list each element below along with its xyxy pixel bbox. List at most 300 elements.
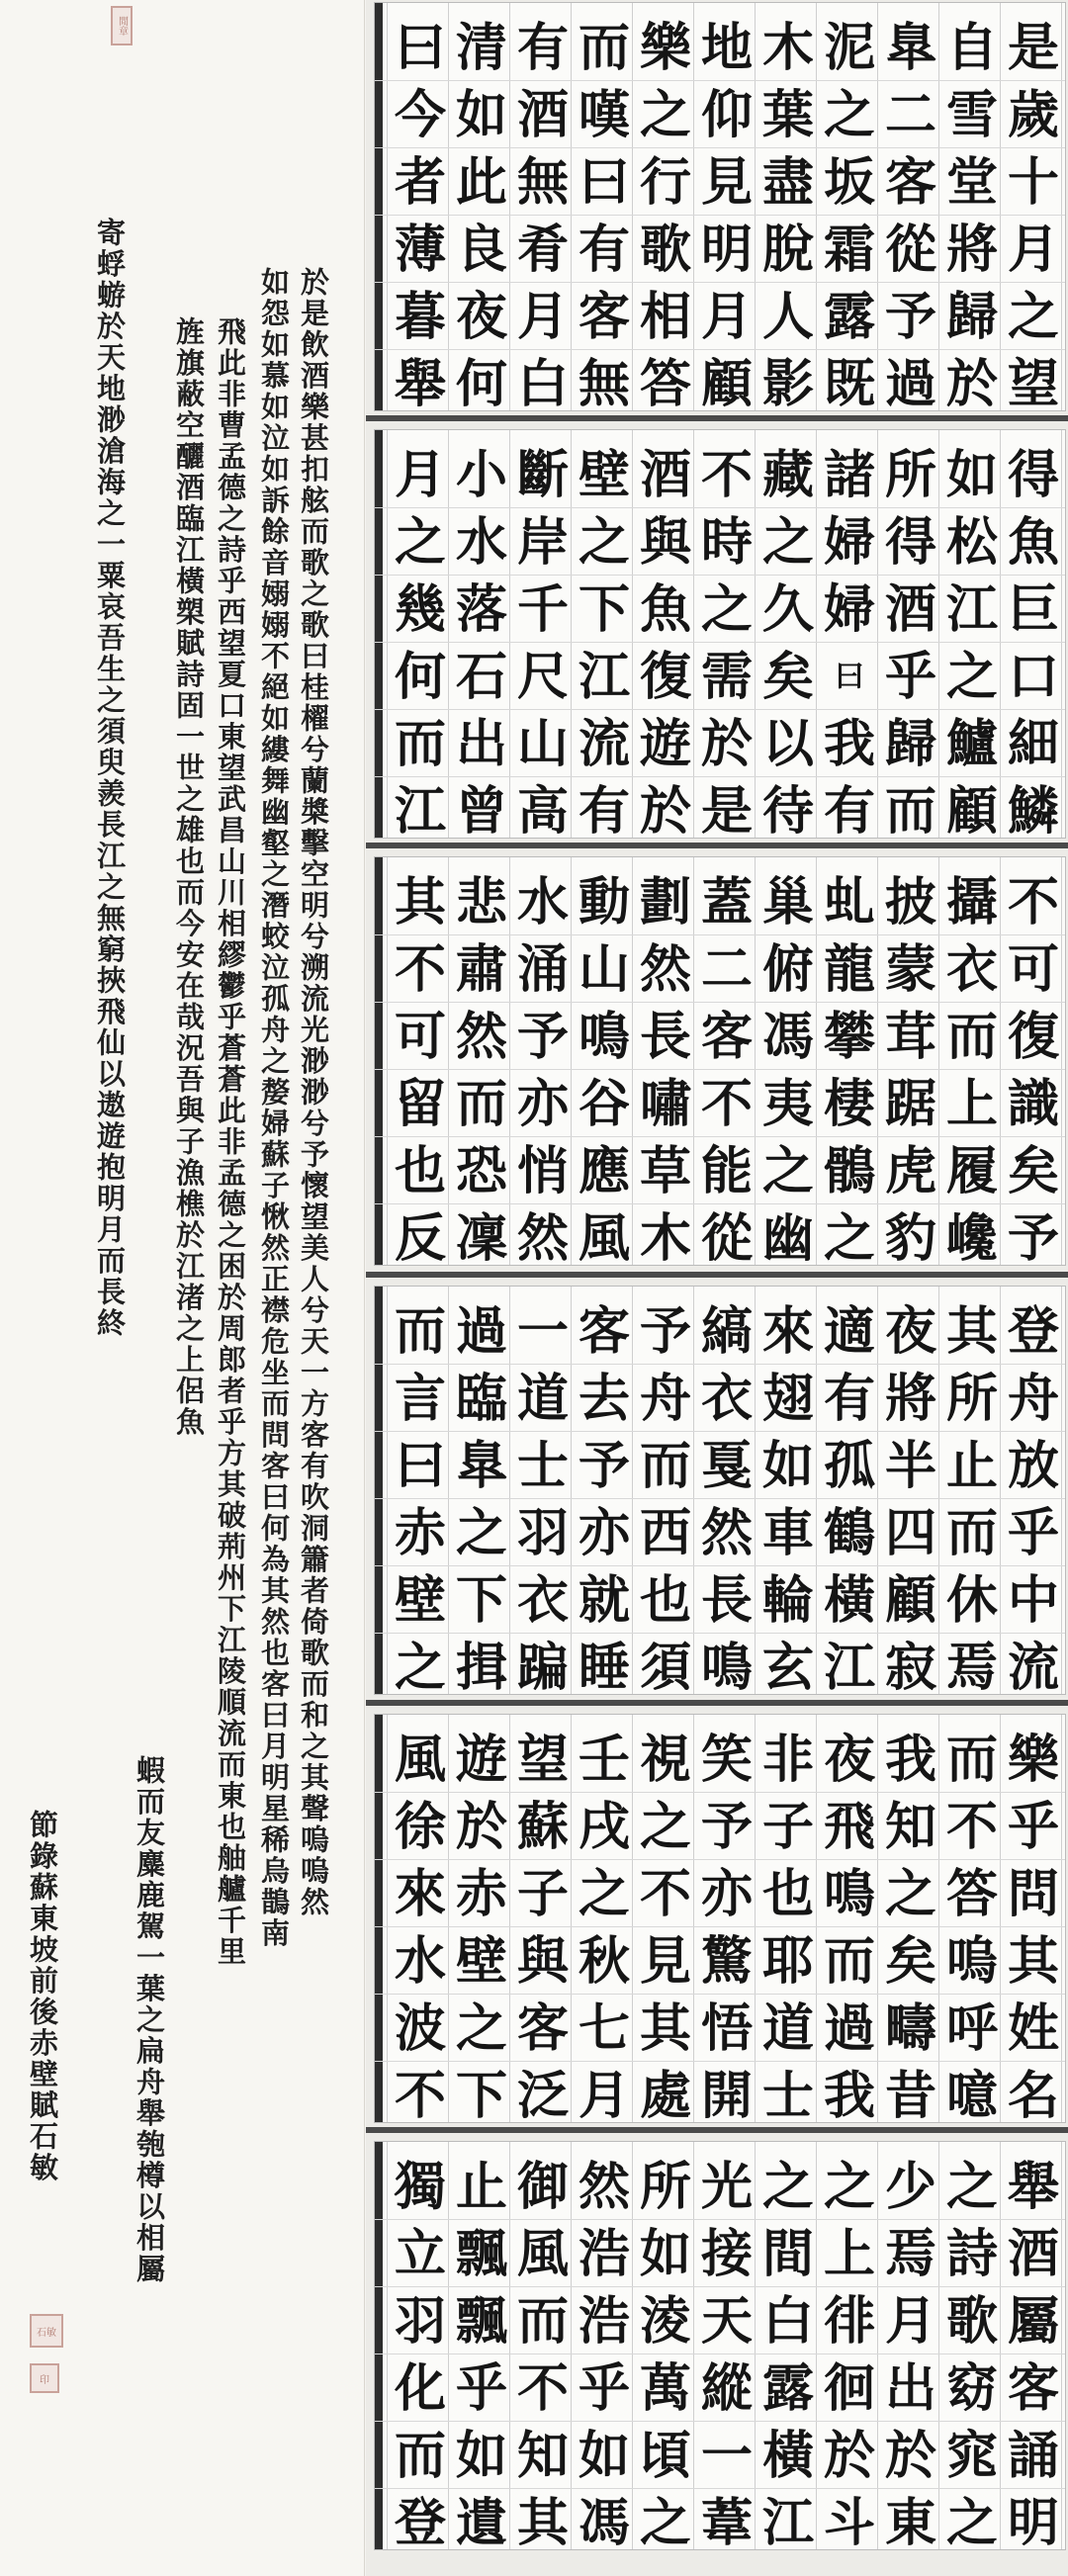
calligraphy-character: 落 xyxy=(455,579,507,640)
calligraphy-character: 其 xyxy=(639,1999,691,2059)
left-calligraphy-scroll xyxy=(0,0,365,2576)
calligraphy-character: 而 xyxy=(394,2426,446,2486)
calligraphy-character: 然 xyxy=(455,1007,507,1067)
calligraphy-character: 其 xyxy=(1007,1931,1059,1992)
calligraphy-character: 客 xyxy=(700,1007,753,1067)
calligraphy-character: 攀 xyxy=(823,1007,875,1067)
calligraphy-character: 二 xyxy=(700,939,753,1000)
calligraphy-character: 舟 xyxy=(639,1369,691,1429)
calligraphy-character: 魚 xyxy=(1007,512,1059,573)
calligraphy-character: 予 xyxy=(639,1301,691,1362)
calligraphy-character: 也 xyxy=(394,1141,446,1201)
calligraphy-character: 木 xyxy=(639,1208,691,1266)
calligraphy-character: 曰 xyxy=(394,18,446,78)
calligraphy-character: 驚 xyxy=(700,1931,753,1992)
calligraphy-character: 樂 xyxy=(1007,1730,1059,1790)
calligraphy-character: 然 xyxy=(578,2157,630,2217)
calligraphy-character: 見 xyxy=(700,152,753,213)
calligraphy-character: 處 xyxy=(639,2066,691,2123)
calligraphy-character: 既 xyxy=(823,354,875,411)
calligraphy-character: 焉 xyxy=(884,2224,936,2284)
calligraphy-character: 霜 xyxy=(823,220,875,280)
calligraphy-character: 知 xyxy=(884,1797,936,1857)
calligraphy-character: 有 xyxy=(578,220,630,280)
calligraphy-character: 壁 xyxy=(455,1931,507,1992)
calligraphy-character: 亦 xyxy=(578,1503,630,1563)
calligraphy-character: 立 xyxy=(394,2224,446,2284)
calligraphy-character: 所 xyxy=(639,2157,691,2217)
calligraphy-character: 客 xyxy=(578,1301,630,1362)
calligraphy-character: 鶻 xyxy=(823,1141,875,1201)
calligraphy-character: 壬 xyxy=(578,1730,630,1790)
calligraphy-character: 誦 xyxy=(1007,2426,1059,2486)
calligraphy-character: 於 xyxy=(884,2426,936,2486)
calligraphy-character: 能 xyxy=(700,1141,753,1201)
calligraphy-character: 得 xyxy=(1007,445,1059,505)
calligraphy-character: 之 xyxy=(700,579,753,640)
calligraphy-character: 縞 xyxy=(700,1301,753,1362)
calligraphy-character: 風 xyxy=(578,1208,630,1266)
calligraphy-character: 蘇 xyxy=(516,1797,569,1857)
calligraphy-character: 出 xyxy=(884,2358,936,2419)
calligraphy-character: 一 xyxy=(700,2426,753,2486)
calligraphy-character: 亦 xyxy=(516,1074,569,1134)
calligraphy-character: 如 xyxy=(945,445,998,505)
calligraphy-character: 四 xyxy=(884,1503,936,1563)
calligraphy-character: 草 xyxy=(639,1141,691,1201)
calligraphy-character: 客 xyxy=(1007,2358,1059,2419)
calligraphy-character: 需 xyxy=(700,647,753,707)
calligraphy-character: 復 xyxy=(639,647,691,707)
calligraphy-character: 不 xyxy=(639,1864,691,1924)
calligraphy-character: 止 xyxy=(945,1436,998,1496)
calligraphy-character: 揖 xyxy=(455,1638,507,1695)
calligraphy-character: 將 xyxy=(945,220,998,280)
calligraphy-panel xyxy=(374,429,1066,839)
calligraphy-character: 婦 xyxy=(823,579,875,640)
calligraphy-character: 疇 xyxy=(884,1999,936,2059)
calligraphy-character: 水 xyxy=(394,1931,446,1992)
calligraphy-character: 斷 xyxy=(516,445,569,505)
calligraphy-character: 適 xyxy=(823,1301,875,1362)
calligraphy-character: 之 xyxy=(945,647,998,707)
calligraphy-character: 道 xyxy=(516,1369,569,1429)
calligraphy-character: 夷 xyxy=(761,1074,814,1134)
calligraphy-character: 不 xyxy=(700,1074,753,1134)
calligraphy-character: 從 xyxy=(884,220,936,280)
calligraphy-character: 飛 xyxy=(823,1797,875,1857)
calligraphy-character: 噫 xyxy=(945,2066,998,2123)
calligraphy-character: 萬 xyxy=(639,2358,691,2419)
calligraphy-character: 月 xyxy=(516,287,569,347)
panel-divider xyxy=(366,1272,1068,1278)
calligraphy-character: 蓋 xyxy=(700,872,753,933)
calligraphy-character: 止 xyxy=(455,2157,507,2217)
calligraphy-character: 問 xyxy=(1007,1864,1059,1924)
calligraphy-character: 道 xyxy=(761,1999,814,2059)
calligraphy-character: 水 xyxy=(455,512,507,573)
calligraphy-character: 獨 xyxy=(394,2157,446,2217)
calligraphy-character: 於 xyxy=(639,781,691,839)
calligraphy-character: 行 xyxy=(639,152,691,213)
scroll-text-column: 如怨如慕如泣如訴餘音嫋嫋不絕如縷舞幽壑之潛蛟泣孤舟之嫠婦蘇子愀然正襟危坐而問客曰何為其然也客曰月明星稀烏鵲南 xyxy=(257,267,291,1949)
calligraphy-character: 長 xyxy=(639,1007,691,1067)
calligraphy-character: 嘯 xyxy=(639,1074,691,1134)
calligraphy-character: 月 xyxy=(700,287,753,347)
calligraphy-character: 鱗 xyxy=(1007,781,1059,839)
calligraphy-character: 婦 xyxy=(823,512,875,573)
calligraphy-character: 明 xyxy=(700,220,753,280)
calligraphy-character: 於 xyxy=(945,354,998,411)
calligraphy-character: 矣 xyxy=(884,1931,936,1992)
calligraphy-character: 於 xyxy=(455,1797,507,1857)
calligraphy-character: 虬 xyxy=(823,872,875,933)
calligraphy-character: 巉 xyxy=(945,1208,998,1266)
calligraphy-character: 之 xyxy=(945,2493,998,2550)
calligraphy-character: 之 xyxy=(1007,287,1059,347)
panel-divider xyxy=(366,843,1068,848)
calligraphy-character: 虎 xyxy=(884,1141,936,1201)
scroll-text-column: 節錄蘇東坡前後赤壁賦石敏 xyxy=(26,1810,59,2183)
calligraphy-character: 客 xyxy=(578,287,630,347)
calligraphy-character: 士 xyxy=(516,1436,569,1496)
calligraphy-character: 我 xyxy=(823,714,875,774)
calligraphy-character: 茸 xyxy=(884,1007,936,1067)
calligraphy-character: 相 xyxy=(639,287,691,347)
calligraphy-character: 所 xyxy=(884,445,936,505)
calligraphy-character: 蒙 xyxy=(884,939,936,1000)
calligraphy-character: 不 xyxy=(394,2066,446,2123)
calligraphy-character: 知 xyxy=(516,2426,569,2486)
calligraphy-character: 盡 xyxy=(761,152,814,213)
right-panel-column xyxy=(366,0,1068,2576)
calligraphy-character: 化 xyxy=(394,2358,446,2419)
calligraphy-character: 而 xyxy=(394,714,446,774)
calligraphy-character: 一 xyxy=(516,1301,569,1362)
calligraphy-character: 臨 xyxy=(455,1369,507,1429)
calligraphy-character: 千 xyxy=(516,579,569,640)
calligraphy-character: 流 xyxy=(578,714,630,774)
calligraphy-character: 於 xyxy=(700,714,753,774)
calligraphy-character: 何 xyxy=(455,354,507,411)
calligraphy-character: 十 xyxy=(1007,152,1059,213)
calligraphy-character: 之 xyxy=(578,512,630,573)
calligraphy-character: 藏 xyxy=(761,445,814,505)
calligraphy-character: 泛 xyxy=(516,2066,569,2123)
calligraphy-character: 就 xyxy=(578,1570,630,1631)
calligraphy-character: 二 xyxy=(884,85,936,145)
calligraphy-character: 窈 xyxy=(945,2358,998,2419)
calligraphy-character: 予 xyxy=(1007,1208,1059,1266)
calligraphy-character: 得 xyxy=(884,512,936,573)
calligraphy-character: 答 xyxy=(639,354,691,411)
calligraphy-character: 攝 xyxy=(945,872,998,933)
calligraphy-character: 衣 xyxy=(516,1570,569,1631)
calligraphy-character: 露 xyxy=(823,287,875,347)
calligraphy-character: 橫 xyxy=(761,2426,814,2486)
scroll-text-column: 蝦而友麋鹿駕一葉之扁舟舉匏樽以相屬 xyxy=(133,1755,166,2285)
calligraphy-character: 顧 xyxy=(884,1570,936,1631)
calligraphy-character: 下 xyxy=(455,2066,507,2123)
calligraphy-character: 東 xyxy=(884,2493,936,2550)
calligraphy-character: 不 xyxy=(1007,872,1059,933)
calligraphy-character: 之 xyxy=(639,85,691,145)
calligraphy-character: 半 xyxy=(884,1436,936,1496)
calligraphy-character: 視 xyxy=(639,1730,691,1790)
calligraphy-character: 如 xyxy=(761,1436,814,1496)
calligraphy-character: 淩 xyxy=(639,2291,691,2352)
calligraphy-character: 休 xyxy=(945,1570,998,1631)
calligraphy-character: 曰 xyxy=(578,152,630,213)
calligraphy-character: 寂 xyxy=(884,1638,936,1695)
calligraphy-character: 江 xyxy=(945,579,998,640)
calligraphy-character: 之 xyxy=(578,1864,630,1924)
calligraphy-character: 然 xyxy=(516,1208,569,1266)
calligraphy-character: 蹁 xyxy=(516,1638,569,1695)
calligraphy-character: 之 xyxy=(761,512,814,573)
calligraphy-character: 歸 xyxy=(884,714,936,774)
calligraphy-character: 橫 xyxy=(823,1570,875,1631)
calligraphy-character: 酒 xyxy=(1007,2224,1059,2284)
calligraphy-character: 所 xyxy=(945,1369,998,1429)
calligraphy-character: 望 xyxy=(516,1730,569,1790)
calligraphy-character: 舉 xyxy=(1007,2157,1059,2217)
calligraphy-character: 焉 xyxy=(945,1638,998,1695)
calligraphy-character: 衣 xyxy=(700,1369,753,1429)
calligraphy-character: 之 xyxy=(884,1864,936,1924)
calligraphy-character: 諸 xyxy=(823,445,875,505)
calligraphy-character: 識 xyxy=(1007,1074,1059,1134)
calligraphy-character: 此 xyxy=(455,152,507,213)
calligraphy-character: 鳴 xyxy=(700,1638,753,1695)
calligraphy-character: 予 xyxy=(884,287,936,347)
calligraphy-character: 見 xyxy=(639,1931,691,1992)
calligraphy-character: 之 xyxy=(639,1797,691,1857)
calligraphy-character: 其 xyxy=(945,1301,998,1362)
calligraphy-character: 車 xyxy=(761,1503,814,1563)
calligraphy-character: 履 xyxy=(945,1141,998,1201)
calligraphy-character: 之 xyxy=(761,2157,814,2217)
calligraphy-character: 乎 xyxy=(1007,1797,1059,1857)
calligraphy-character: 堂 xyxy=(945,152,998,213)
calligraphy-character: 者 xyxy=(394,152,446,213)
calligraphy-character: 予 xyxy=(516,1007,569,1067)
calligraphy-character: 地 xyxy=(700,18,753,78)
calligraphy-character: 與 xyxy=(516,1931,569,1992)
calligraphy-character: 浩 xyxy=(578,2291,630,2352)
calligraphy-character: 無 xyxy=(516,152,569,213)
calligraphy-character: 酒 xyxy=(639,445,691,505)
calligraphy-character: 何 xyxy=(394,647,446,707)
calligraphy-character: 如 xyxy=(639,2224,691,2284)
calligraphy-character: 夜 xyxy=(823,1730,875,1790)
calligraphy-character: 之 xyxy=(823,2157,875,2217)
calligraphy-character: 衣 xyxy=(945,939,998,1000)
calligraphy-character: 矣 xyxy=(1007,1141,1059,1201)
calligraphy-character: 豹 xyxy=(884,1208,936,1266)
calligraphy-character: 士 xyxy=(761,2066,814,2123)
calligraphy-character: 曾 xyxy=(455,781,507,839)
calligraphy-character: 良 xyxy=(455,220,507,280)
calligraphy-character: 玄 xyxy=(761,1638,814,1695)
calligraphy-character: 之 xyxy=(823,85,875,145)
panel-divider xyxy=(366,2127,1068,2133)
calligraphy-character: 巢 xyxy=(761,872,814,933)
calligraphy-character: 棲 xyxy=(823,1074,875,1134)
calligraphy-character: 其 xyxy=(516,2493,569,2550)
calligraphy-character: 月 xyxy=(1007,220,1059,280)
calligraphy-character: 鶴 xyxy=(823,1503,875,1563)
calligraphy-character: 鳴 xyxy=(578,1007,630,1067)
calligraphy-character: 接 xyxy=(700,2224,753,2284)
calligraphy-character: 高 xyxy=(516,781,569,839)
calligraphy-character: 非 xyxy=(761,1730,814,1790)
calligraphy-character: 壁 xyxy=(394,1570,446,1631)
calligraphy-character: 乎 xyxy=(1007,1503,1059,1563)
calligraphy-character: 俯 xyxy=(761,939,814,1000)
calligraphy-character: 馮 xyxy=(761,1007,814,1067)
scroll-text-column: 寄蜉蝣於天地渺滄海之一粟哀吾生之須臾羨長江之無窮挾飛仙以遨遊抱明月而長終 xyxy=(93,218,127,1339)
calligraphy-character: 肅 xyxy=(455,939,507,1000)
calligraphy-character: 無 xyxy=(578,354,630,411)
calligraphy-character: 飄 xyxy=(455,2224,507,2284)
calligraphy-character: 客 xyxy=(884,152,936,213)
calligraphy-character: 有 xyxy=(823,781,875,839)
calligraphy-character: 之 xyxy=(945,2157,998,2217)
calligraphy-character: 睡 xyxy=(578,1638,630,1695)
calligraphy-character: 翅 xyxy=(761,1369,814,1429)
calligraphy-character: 子 xyxy=(761,1797,814,1857)
calligraphy-character: 赤 xyxy=(394,1503,446,1563)
calligraphy-character: 下 xyxy=(578,579,630,640)
calligraphy-character: 羽 xyxy=(394,2291,446,2352)
calligraphy-character: 人 xyxy=(761,287,814,347)
calligraphy-character: 不 xyxy=(516,2358,569,2419)
calligraphy-character: 之 xyxy=(394,1638,446,1695)
calligraphy-character: 詩 xyxy=(945,2224,998,2284)
calligraphy-character: 夜 xyxy=(455,287,507,347)
calligraphy-character: 月 xyxy=(578,2066,630,2123)
calligraphy-character: 窕 xyxy=(945,2426,998,2486)
calligraphy-character: 去 xyxy=(578,1369,630,1429)
calligraphy-character: 鱸 xyxy=(945,714,998,774)
calligraphy-character: 斗 xyxy=(823,2493,875,2550)
calligraphy-character: 江 xyxy=(394,781,446,839)
calligraphy-character: 江 xyxy=(761,2493,814,2550)
calligraphy-character: 是 xyxy=(1007,18,1059,78)
calligraphy-character: 子 xyxy=(516,1864,569,1924)
calligraphy-character: 而 xyxy=(945,1730,998,1790)
calligraphy-character: 石 xyxy=(455,647,507,707)
calligraphy-character: 浩 xyxy=(578,2224,630,2284)
calligraphy-character: 而 xyxy=(945,1503,998,1563)
calligraphy-character: 歌 xyxy=(639,220,691,280)
calligraphy-character: 亦 xyxy=(700,1864,753,1924)
calligraphy-character: 風 xyxy=(394,1730,446,1790)
calligraphy-character: 予 xyxy=(578,1436,630,1496)
calligraphy-character: 坂 xyxy=(823,152,875,213)
calligraphy-character: 客 xyxy=(516,1999,569,2059)
calligraphy-character: 赤 xyxy=(455,1864,507,1924)
calligraphy-character: 龍 xyxy=(823,939,875,1000)
calligraphy-character: 流 xyxy=(1007,1638,1059,1695)
calligraphy-character: 細 xyxy=(1007,714,1059,774)
calligraphy-character: 露 xyxy=(761,2358,814,2419)
calligraphy-panel xyxy=(374,2,1066,411)
calligraphy-character: 夜 xyxy=(884,1301,936,1362)
calligraphy-character: 有 xyxy=(578,781,630,839)
calligraphy-character: 幽 xyxy=(761,1208,814,1266)
calligraphy-character: 如 xyxy=(578,2426,630,2486)
calligraphy-character: 舟 xyxy=(1007,1369,1059,1429)
calligraphy-character: 上 xyxy=(823,2224,875,2284)
calligraphy-character: 遺 xyxy=(455,2493,507,2550)
calligraphy-character: 葉 xyxy=(761,85,814,145)
calligraphy-character: 來 xyxy=(761,1301,814,1362)
calligraphy-character: 今 xyxy=(394,85,446,145)
calligraphy-character: 踞 xyxy=(884,1074,936,1134)
calligraphy-character: 之 xyxy=(761,1141,814,1201)
calligraphy-character: 不 xyxy=(700,445,753,505)
calligraphy-character: 上 xyxy=(945,1074,998,1134)
calligraphy-character: 而 xyxy=(578,18,630,78)
calligraphy-character: 而 xyxy=(455,1074,507,1134)
calligraphy-character: 望 xyxy=(1007,354,1059,411)
calligraphy-character: 有 xyxy=(516,18,569,78)
calligraphy-character: 雪 xyxy=(945,85,998,145)
scroll-text-column: 旌旗蔽空釃酒臨江橫槊賦詩固一世之雄也而今安在哉況吾與子漁樵於江渚之上侶魚 xyxy=(172,316,206,1438)
calligraphy-character: 之 xyxy=(639,2493,691,2550)
calligraphy-panel xyxy=(374,856,1066,1266)
calligraphy-character: 徊 xyxy=(823,2358,875,2419)
calligraphy-character: 劃 xyxy=(639,872,691,933)
calligraphy-character: 月 xyxy=(394,445,446,505)
calligraphy-character: 自 xyxy=(945,18,998,78)
calligraphy-character: 言 xyxy=(394,1369,446,1429)
calligraphy-character: 待 xyxy=(761,781,814,839)
calligraphy-character: 過 xyxy=(823,1999,875,2059)
calligraphy-character: 山 xyxy=(578,939,630,1000)
calligraphy-character: 笑 xyxy=(700,1730,753,1790)
calligraphy-character: 如 xyxy=(455,85,507,145)
calligraphy-character: 縱 xyxy=(700,2358,753,2419)
calligraphy-character: 酒 xyxy=(884,579,936,640)
top-seal-mark: 閒章 xyxy=(111,6,133,45)
calligraphy-character: 之 xyxy=(455,1503,507,1563)
calligraphy-character: 久 xyxy=(761,579,814,640)
calligraphy-character: 時 xyxy=(700,512,753,573)
calligraphy-character: 暮 xyxy=(394,287,446,347)
panel-divider xyxy=(366,415,1068,421)
calligraphy-character: 御 xyxy=(516,2157,569,2217)
calligraphy-character: 光 xyxy=(700,2157,753,2217)
calligraphy-character: 從 xyxy=(700,1208,753,1266)
calligraphy-character: 之 xyxy=(823,1208,875,1266)
calligraphy-character: 天 xyxy=(700,2291,753,2352)
calligraphy-character: 而 xyxy=(516,2291,569,2352)
calligraphy-character: 名 xyxy=(1007,2066,1059,2123)
calligraphy-character: 放 xyxy=(1007,1436,1059,1496)
calligraphy-character: 岸 xyxy=(516,512,569,573)
calligraphy-character: 而 xyxy=(945,1007,998,1067)
calligraphy-character: 清 xyxy=(455,18,507,78)
calligraphy-character: 幾 xyxy=(394,579,446,640)
calligraphy-panel xyxy=(374,1286,1066,1695)
calligraphy-character: 嗚 xyxy=(945,1931,998,1992)
calligraphy-character: 葦 xyxy=(700,2493,753,2550)
scroll-text-column: 飛此非曹孟德之詩乎西望夏口東望武昌山川相繆鬱乎蒼蒼此非孟德之困於周郎者乎方其破荊州下江陵順流而東也舳艫千里 xyxy=(214,316,247,1968)
calligraphy-character: 口 xyxy=(1007,647,1059,707)
